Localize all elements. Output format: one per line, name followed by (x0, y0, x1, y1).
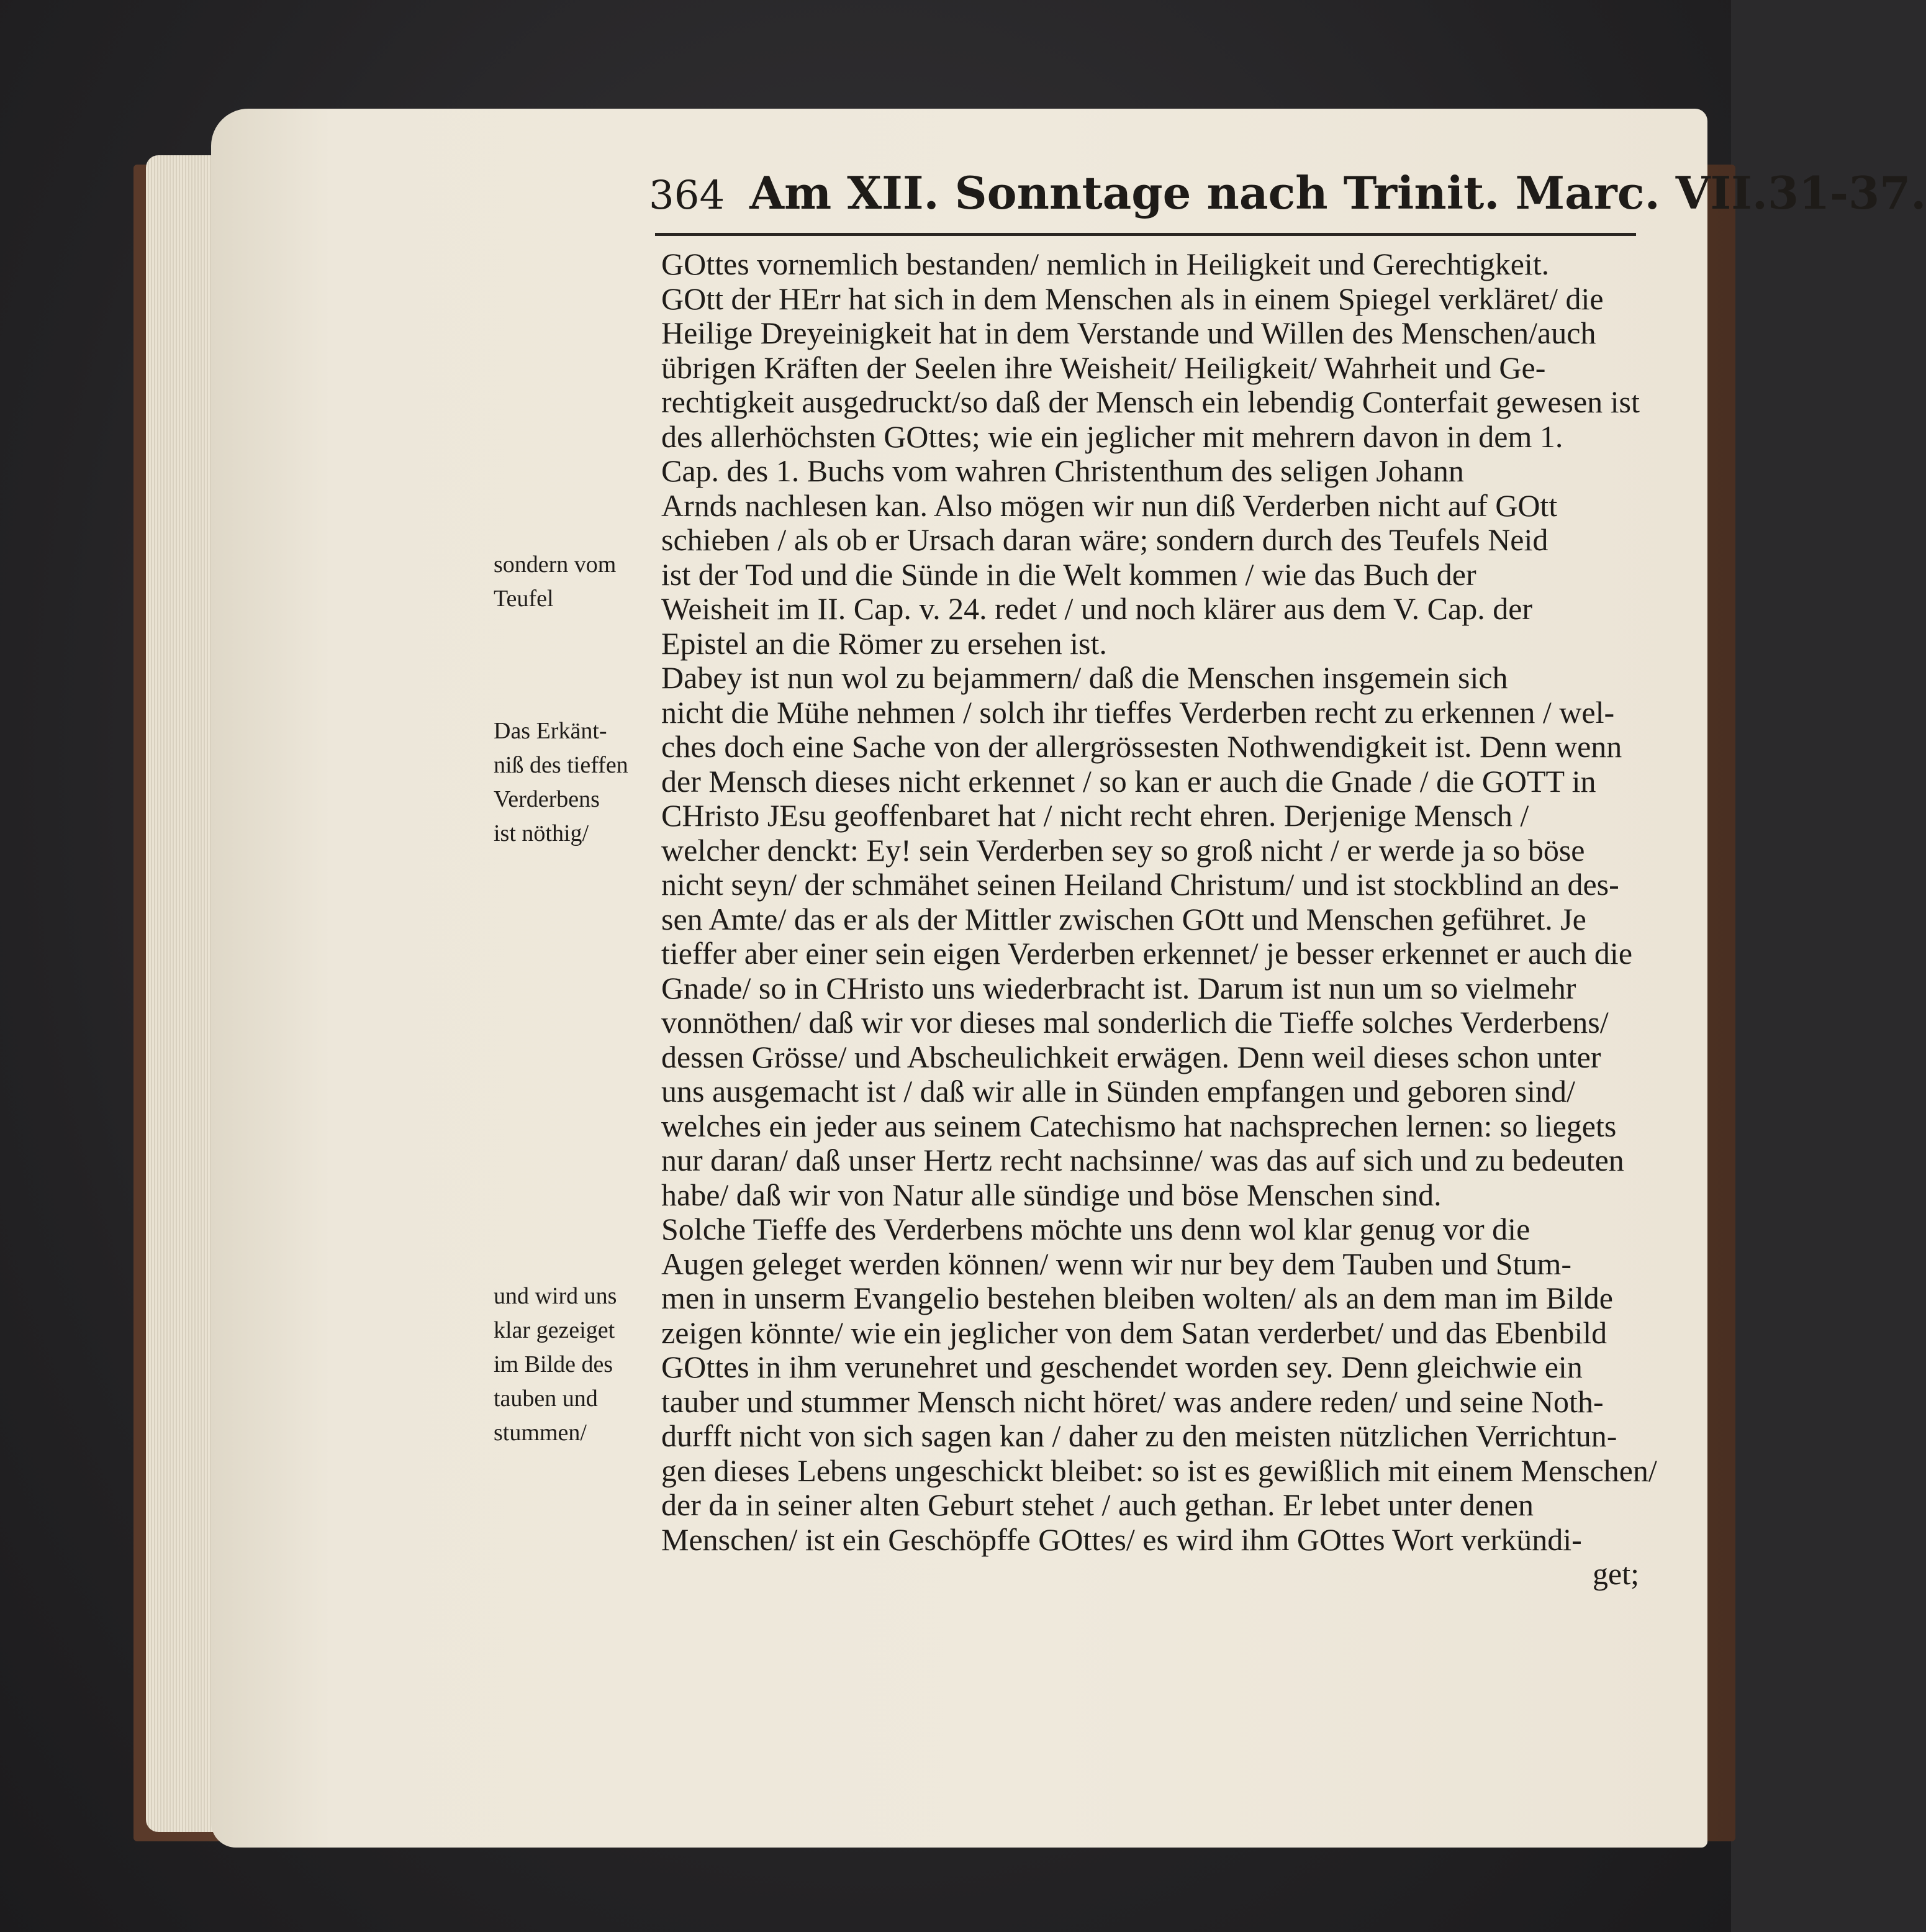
margin-note-line: Verderbens (494, 786, 600, 812)
text-line: Menschen/ ist ein Geschöpffe GOttes/ es wird ihm GOttes Wort verkündi- (661, 1522, 1582, 1557)
text-line: CHristo JEsu geoffenbaret hat / nicht recht ehren. Derjenige Mensch / (661, 798, 1529, 833)
text-line: tauber und stummer Mensch nicht höret/ was andere reden/ und seine Noth- (661, 1384, 1604, 1419)
margin-note-line: tauben und (494, 1386, 598, 1412)
text-line: Heilige Dreyeinigkeit hat in dem Verstande und Willen des Menschen/auch (661, 315, 1596, 350)
text-line: schieben / als ob er Ursach daran wäre; sondern durch des Teufels Neid (661, 522, 1548, 557)
text-line: men in unserm Evangelio bestehen bleiben wolten/ als an dem man im Bilde (661, 1281, 1613, 1315)
text-line: nur daran/ daß unser Hertz recht nachsinne/ was das auf sich und zu bedeuten (661, 1143, 1624, 1177)
text-line: GOtt der HErr hat sich in dem Menschen als in einem Spiegel verkläret/ die (661, 281, 1604, 316)
text-line: uns ausgemacht ist / daß wir alle in Sünden empfangen und geboren sind/ (661, 1074, 1575, 1109)
text-line: der Mensch dieses nicht erkennet / so kan er auch die Gnade / die GOTT in (661, 763, 1596, 799)
margin-note-line: klar gezeiget (494, 1317, 615, 1343)
text-line: der da in seiner alten Geburt stehet / auch gethan. Er lebet unter denen (661, 1487, 1534, 1522)
page-number: 364 (649, 173, 725, 219)
margin-note-line: sondern vom (494, 551, 617, 578)
text-line: Solche Tieffe des Verderbens möchte uns denn wol klar genug vor die (661, 1212, 1530, 1246)
text-line: habe/ daß wir von Natur alle sündige und böse Menschen sind. (661, 1177, 1442, 1212)
text-line: gen dieses Lebens ungeschickt bleibet: so ist es gewißlich mit einem Menschen/ (661, 1453, 1657, 1488)
text-line: nicht die Mühe nehmen / solch ihr tieffes Verderben recht zu erkennen / wel- (661, 694, 1615, 730)
catchword: get; (1593, 1556, 1639, 1591)
text-line: Arnds nachlesen kan. Also mögen wir nun diß Verderben nicht auf GOtt (661, 488, 1558, 523)
text-line: durfft nicht von sich sagen kan / daher zu den meisten nützlichen Verrichtun- (661, 1418, 1617, 1453)
margin-note-line: und wird uns (494, 1283, 617, 1309)
text-line: übrigen Kräften der Seelen ihre Weisheit/ Heiligkeit/ Wahrheit und Ge- (661, 350, 1546, 385)
text-line: zeigen könnte/ wie ein jeglicher von dem Satan verderbet/ und das Ebenbild (661, 1315, 1607, 1350)
text-line: Epistel an die Römer zu ersehen ist. (661, 625, 1107, 661)
body-text (661, 247, 1657, 1592)
margin-note-line: ist nöthig/ (494, 820, 589, 846)
text-line: Cap. des 1. Buchs vom wahren Christenthum des seligen Johann (661, 453, 1464, 488)
text-line: Weisheit im II. Cap. v. 24. redet / und noch klärer aus dem V. Cap. der (661, 591, 1533, 626)
text-line: welcher denckt: Ey! sein Verderben sey so groß nicht / er werde ja so böse (661, 832, 1585, 868)
text-line: GOttes in ihm verunehret und geschendet worden sey. Denn gleichwie ein (661, 1349, 1583, 1384)
margin-note-erkaentniss (494, 714, 661, 851)
margin-note-line: Teufel (494, 586, 554, 612)
margin-note-bilde (494, 1279, 661, 1450)
text-line: des allerhöchsten GOttes; wie ein jeglicher mit mehrern davon in dem 1. (661, 419, 1563, 454)
margin-note-line: Das Erkänt- (494, 718, 607, 744)
margin-note-line: im Bilde des (494, 1351, 613, 1377)
running-title: Am XII. Sonntage nach Trinit. Marc. VII.31-37. (749, 166, 1926, 219)
text-line: rechtigkeit ausgedruckt/so daß der Mensch ein lebendig Conterfait gewesen ist (661, 384, 1640, 419)
text-line: nicht seyn/ der schmähet seinen Heiland Christum/ und ist stockblind an des- (661, 867, 1619, 902)
text-line: Dabey ist nun wol zu bejammern/ daß die Menschen insgemein sich (661, 660, 1508, 695)
text-line: Gnade/ so in CHristo uns wiederbracht ist. Darum ist nun um so vielmehr (661, 970, 1576, 1005)
margin-note-line: stummen/ (494, 1420, 587, 1446)
text-line: ches doch eine Sache von der allergrössesten Nothwendigkeit ist. Denn wenn (661, 729, 1622, 764)
text-line: vonnöthen/ daß wir vor dieses mal sonderlich die Tieffe solches Verderbens/ (661, 1005, 1609, 1040)
text-line: ist der Tod und die Sünde in die Welt kommen / wie das Buch der (661, 556, 1476, 592)
text-line: GOttes vornemlich bestanden/ nemlich in Heiligkeit und Gerechtigkeit. (661, 247, 1550, 281)
header-rule (655, 233, 1636, 236)
text-line: tieffer aber einer sein eigen Verderben erkennet/ je besser erkennet er auch die (661, 936, 1633, 971)
text-line: dessen Grösse/ und Abscheulichkeit erwägen. Denn weil dieses schon unter (661, 1039, 1601, 1074)
margin-note-teufel (494, 548, 661, 616)
text-line: welches ein jeder aus seinem Catechismo hat nachsprechen lernen: so liegets (661, 1108, 1617, 1143)
text-line: Augen geleget werden können/ wenn wir nur bey dem Tauben und Stum- (661, 1246, 1572, 1281)
margin-note-line: niß des tieffen (494, 752, 628, 778)
text-line: sen Amte/ das er als der Mittler zwischen GOtt und Menschen geführet. Je (661, 901, 1586, 937)
running-header (649, 166, 1926, 222)
